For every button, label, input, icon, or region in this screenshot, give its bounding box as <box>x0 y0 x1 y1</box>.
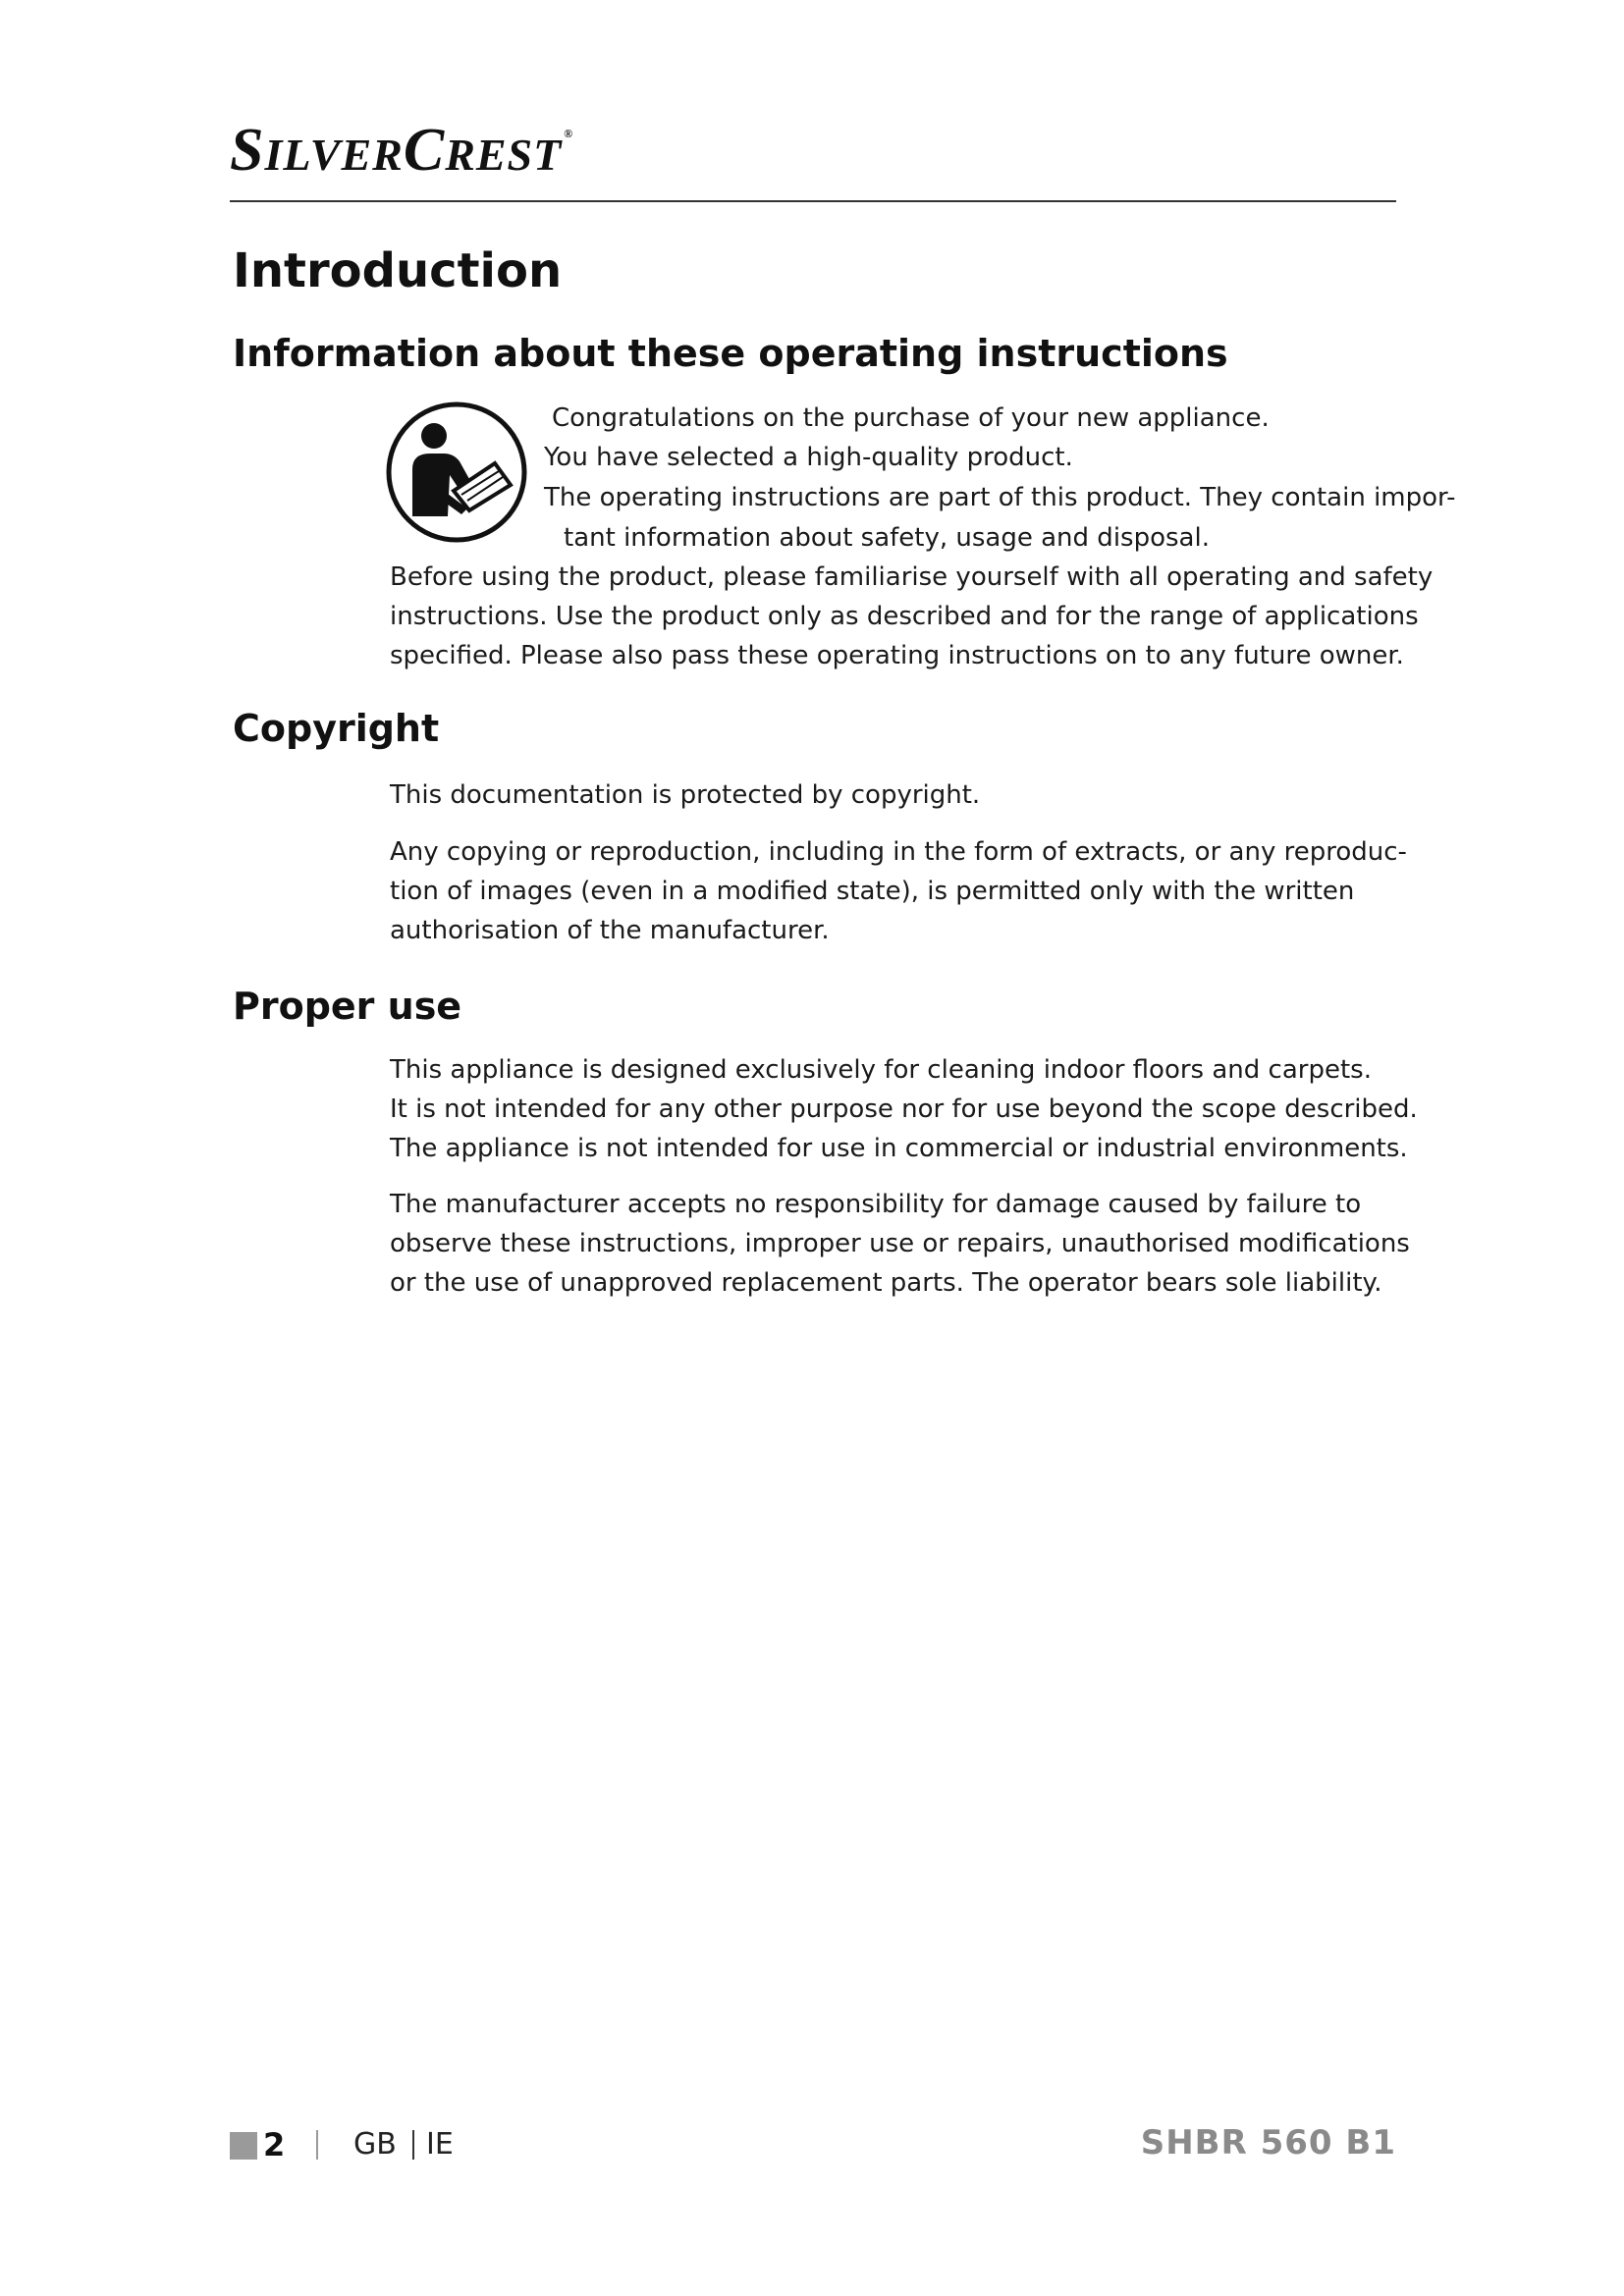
proper-use-line-3: The appliance is not intended for use in commercial or industrial environments. <box>390 1134 1408 1163</box>
info-body-line-1: Before using the product, please familiarise yourself with all operating and safety <box>390 562 1434 592</box>
copyright-line-1: Any copying or reproduction, including in the form of extracts, or any reproduc- <box>390 837 1407 867</box>
page-number: 2 <box>263 2126 286 2163</box>
info-body-line-2: instructions. Use the product only as described and for the range of applications <box>390 602 1419 631</box>
proper-use-line-6: or the use of unapproved replacement parts. The operator bears sole liability. <box>390 1268 1382 1298</box>
info-line-1: Congratulations on the purchase of your new appliance. <box>552 403 1270 433</box>
footer-lang-separator <box>412 2130 414 2160</box>
copyright-line-3: authorisation of the manufacturer. <box>390 916 830 945</box>
proper-use-line-1: This appliance is designed exclusively for cleaning indoor floors and carpets. <box>390 1055 1372 1085</box>
proper-use-line-4: The manufacturer accepts no responsibility for damage caused by failure to <box>390 1190 1362 1219</box>
footer-separator <box>316 2130 318 2160</box>
page-title: Introduction <box>233 243 563 298</box>
footer-lang-ie: IE <box>426 2127 454 2162</box>
footer-model: SHBR 560 B1 <box>1140 2123 1396 2163</box>
heading-proper-use: Proper use <box>233 985 462 1028</box>
proper-use-line-2: It is not intended for any other purpose nor for use beyond the scope described. <box>390 1095 1418 1124</box>
info-body-line-3: specified. Please also pass these operating instructions on to any future owner. <box>390 641 1404 670</box>
info-line-2: You have selected a high-quality product. <box>544 443 1073 472</box>
copyright-para-1: This documentation is protected by copyright. <box>390 780 981 810</box>
footer-lang-gb: GB <box>353 2127 397 2162</box>
heading-copyright: Copyright <box>233 707 440 750</box>
read-manual-icon <box>385 400 528 544</box>
heading-info: Information about these operating instructions <box>233 332 1228 375</box>
info-line-4: tant information about safety, usage and disposal. <box>564 523 1210 553</box>
brand-logo: SILVERCREST ® <box>230 117 574 184</box>
info-line-3: The operating instructions are part of this product. They contain impor- <box>544 483 1456 512</box>
copyright-line-2: tion of images (even in a modified state), is permitted only with the written <box>390 877 1355 906</box>
header-rule <box>230 200 1396 202</box>
footer-marker <box>230 2132 257 2160</box>
proper-use-line-5: observe these instructions, improper use or repairs, unauthorised modifications <box>390 1229 1410 1258</box>
